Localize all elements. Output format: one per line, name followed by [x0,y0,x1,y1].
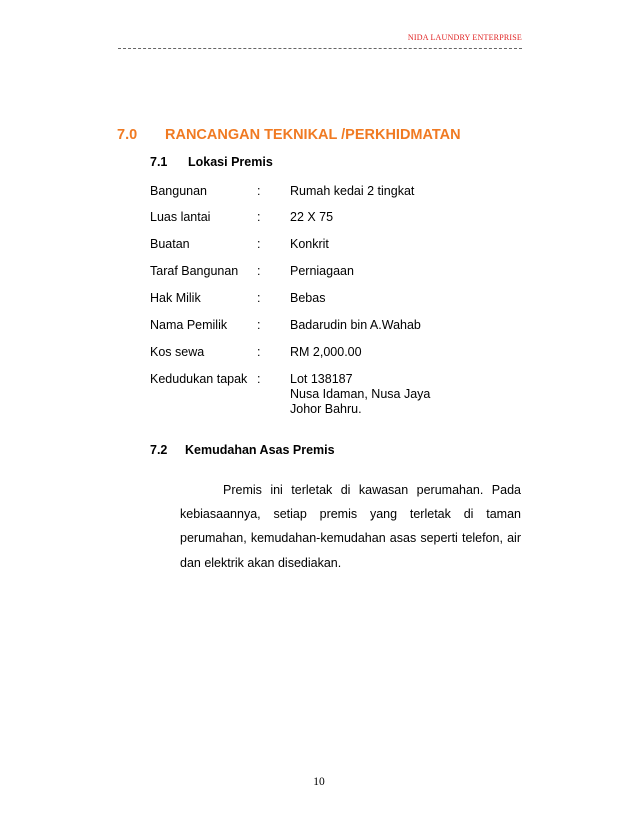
info-value: Perniagaan [290,264,354,278]
info-colon: : [257,210,261,224]
page-number: 10 [313,776,325,788]
info-value-line: Lot 138187 [290,372,353,386]
section-title-text: RANCANGAN TEKNIKAL /PERKHIDMATAN [165,127,461,143]
info-colon: : [257,291,261,305]
info-value: 22 X 75 [290,210,334,224]
paragraph-text: Premis ini terletak di kawasan perumahan. Pada kebiasaannya, setiap premis yang terletak di taman perumahan, kemudahan-kemudahan asas seperti telefon, air dan elektrik akan disediakan. [180,483,521,570]
section-number: 7.0 [117,127,138,143]
info-value-line: Nusa Idaman, Nusa Jaya [290,387,431,401]
subsection-title-text: Lokasi Premis [188,155,273,169]
subsection-number: 7.1 [150,155,168,169]
subsection-title-text: Kemudahan Asas Premis [185,443,335,457]
section-heading [117,127,461,143]
header-company-name: NIDA LAUNDRY ENTERPRISE [407,33,522,42]
info-value: Bebas [290,291,326,305]
info-value-line: Johor Bahru. [290,402,362,416]
info-label: Nama Pemilik [150,318,228,332]
subsection-heading-lokasi [150,155,273,169]
info-colon: : [257,345,261,359]
body-paragraph [180,478,521,575]
info-label: Taraf Bangunan [150,264,239,278]
info-label: Kos sewa [150,345,205,359]
info-label: Kedudukan tapak [150,372,248,386]
info-label: Buatan [150,237,190,251]
info-value: RM 2,000.00 [290,345,362,359]
info-label: Hak Milik [150,291,201,305]
info-label: Luas lantai [150,210,211,224]
info-colon: : [257,264,261,278]
info-value [290,372,430,417]
info-value: Konkrit [290,237,329,251]
info-colon: : [257,184,261,198]
subsection-heading-kemudahan [150,443,335,457]
info-colon: : [257,237,261,251]
info-colon: : [257,372,261,386]
info-label: Bangunan [150,184,208,198]
info-colon: : [257,318,261,332]
info-value: Badarudin bin A.Wahab [290,318,421,332]
subsection-number: 7.2 [150,443,168,457]
header-divider [118,48,522,49]
info-value: Rumah kedai 2 tingkat [290,184,415,198]
